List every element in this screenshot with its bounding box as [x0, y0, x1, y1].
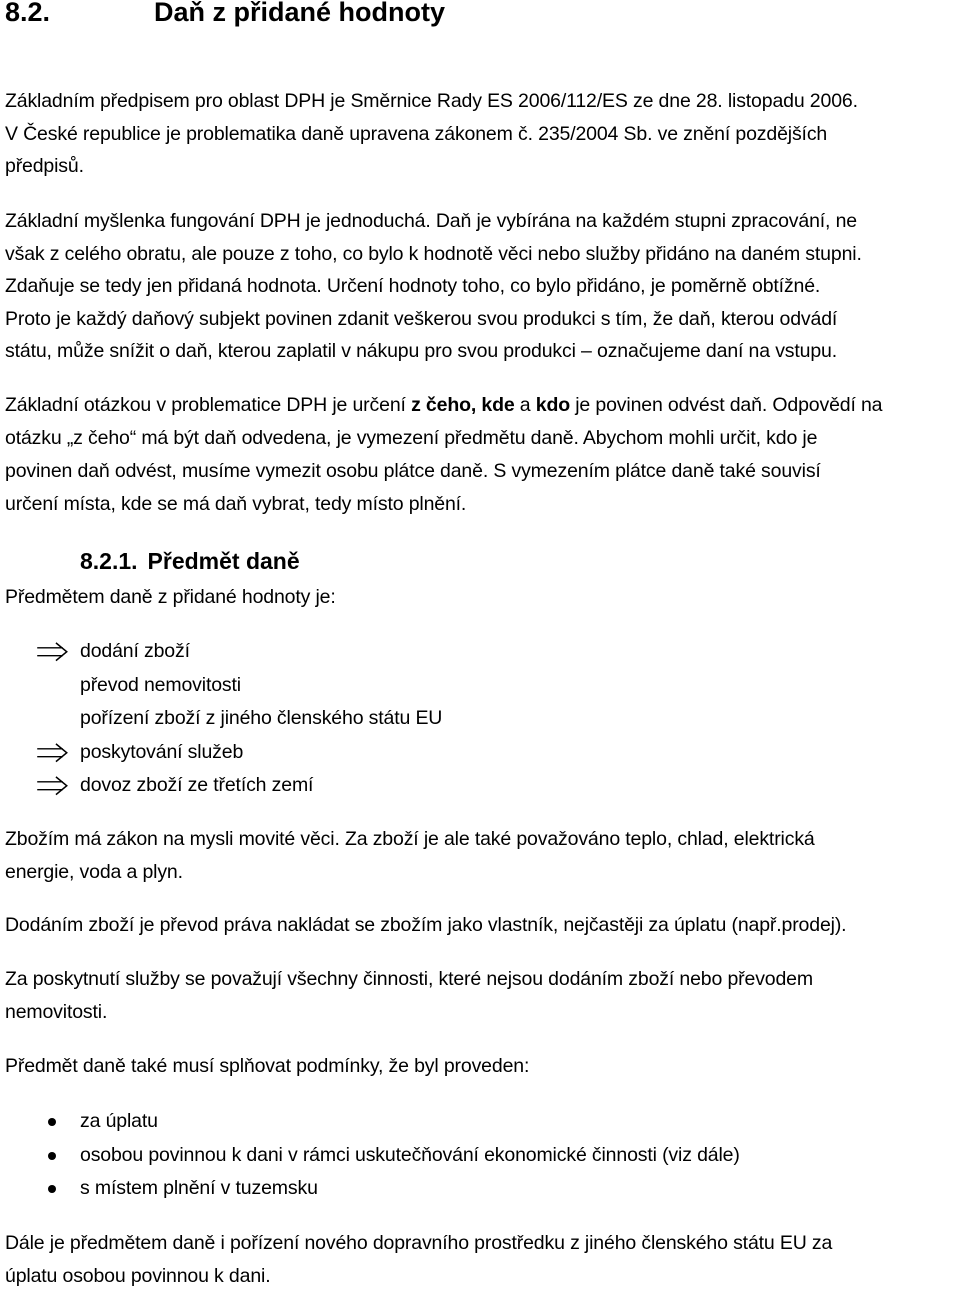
bullet-icon: [48, 1152, 56, 1160]
text-line: Zbožím má zákon na mysli movité věci. Za zboží je ale také považováno teplo, chlad, elektrická: [5, 828, 815, 850]
text-line: V České republice je problematika daně upravena zákonem č. 235/2004 Sb. ve znění pozdějších: [5, 122, 828, 145]
section-number: 8.2.: [5, 0, 51, 27]
arrow-icon: [35, 635, 69, 669]
list-intro: Předmětem daně z přidané hodnoty je:: [5, 586, 336, 608]
text-run: je povinen odvést daň. Odpovědí na: [569, 394, 883, 416]
list-item: [5, 669, 955, 703]
list-item-text: pořízení zboží z jiného členského státu EU: [80, 707, 443, 729]
text-run: a: [514, 394, 536, 416]
list-item: [5, 736, 955, 770]
text-line: Dále je předmětem daně i pořízení nového dopravního prostředku z jiného členského státu EU za: [5, 1232, 833, 1254]
list-item-text: osobou povinnou k dani v rámci uskutečňování ekonomické činnosti (viz dále): [80, 1143, 740, 1166]
list-item: [5, 1172, 955, 1206]
bullet-icon: [48, 1185, 56, 1193]
paragraph-basic-idea: [5, 205, 955, 368]
condition-list: [5, 1105, 955, 1206]
list-item: [5, 635, 955, 669]
text-line: otázku „z čeho“ má být daň odvedena, je vymezení předmětu daně. Abychom mohli určit, kdo je: [5, 427, 818, 449]
list-item-text: za úplatu: [80, 1110, 158, 1132]
text-line: povinen daň odvést, musíme vymezit osobu plátce daně. S vymezením plátce daně také souvisí: [5, 460, 821, 482]
paragraph-conditions: Předmět daně také musí splňovat podmínky, že byl proveden:: [5, 1055, 530, 1077]
list-item: [5, 1139, 955, 1173]
text-line: Zdaňuje se tedy jen přidaná hodnota. Určení hodnoty toho, co bylo přidáno, je poměrně obtížné.: [5, 275, 821, 298]
subsection-number: 8.2.1.: [80, 548, 138, 574]
text-line: Za poskytnutí služby se považují všechny činnosti, které nejsou dodáním zboží nebo převodem: [5, 968, 813, 990]
paragraph-legal-basis: [5, 85, 955, 183]
text-line: Proto je každý daňový subjekt povinen zdanit veškerou svou produkci s tím, že daň, kterou odvádí: [5, 307, 838, 330]
list-item: [5, 1105, 955, 1139]
paragraph-key-question: [5, 389, 955, 521]
subject-list: [5, 635, 955, 803]
paragraph-services: [5, 963, 955, 1029]
text-line: určení místa, kde se má daň vybrat, tedy místo plnění.: [5, 493, 467, 515]
list-item: [5, 769, 955, 803]
section-heading: [5, 0, 955, 27]
text-line: však z celého obratu, ale pouze z toho, co bylo k hodnotě věci nebo služby přidáno na daném stupni.: [5, 242, 862, 265]
paragraph-goods: [5, 823, 955, 889]
list-item-text: dovoz zboží ze třetích zemí: [80, 774, 314, 796]
list-item-text: dodání zboží: [80, 640, 190, 662]
list-item: [5, 702, 955, 736]
text-line: Základním předpisem pro oblast DPH je Směrnice Rady ES 2006/112/ES ze dne 28. listopadu 2006.: [5, 90, 858, 112]
bullet-icon: [48, 1118, 56, 1126]
text-line: úplatu osobou povinnou k dani.: [5, 1265, 271, 1287]
arrow-icon: [35, 736, 69, 770]
paragraph-supply-definition: Dodáním zboží je převod práva nakládat se zbožím jako vlastník, nejčastěji za úplatu (např.prodej).: [5, 914, 847, 936]
list-item-text: převod nemovitosti: [80, 673, 241, 696]
list-item-text: poskytování služeb: [80, 740, 244, 763]
text-line: státu, může snížit o daň, kterou zaplatil v nákupu pro svou produkci – označujeme daní na vstupu.: [5, 340, 838, 363]
text-line: energie, voda a plyn.: [5, 861, 183, 883]
text-line: předpisů.: [5, 155, 84, 177]
text-line: Základní myšlenka fungování DPH je jednoduchá. Daň je vybírána na každém stupni zpracování, ne: [5, 210, 857, 232]
text-line: nemovitosti.: [5, 1001, 108, 1023]
list-item-text: s místem plnění v tuzemsku: [80, 1177, 318, 1199]
arrow-icon: [35, 769, 69, 803]
subsection-title: Předmět daně: [147, 548, 300, 574]
paragraph-vehicles: [5, 1227, 955, 1293]
section-title: Daň z přidané hodnoty: [154, 0, 446, 27]
bold-text: z čeho, kde: [411, 394, 515, 416]
bold-text: kdo: [535, 394, 570, 416]
text-run: Základní otázkou v problematice DPH je určení: [5, 394, 412, 416]
subsection-heading: [80, 546, 960, 576]
